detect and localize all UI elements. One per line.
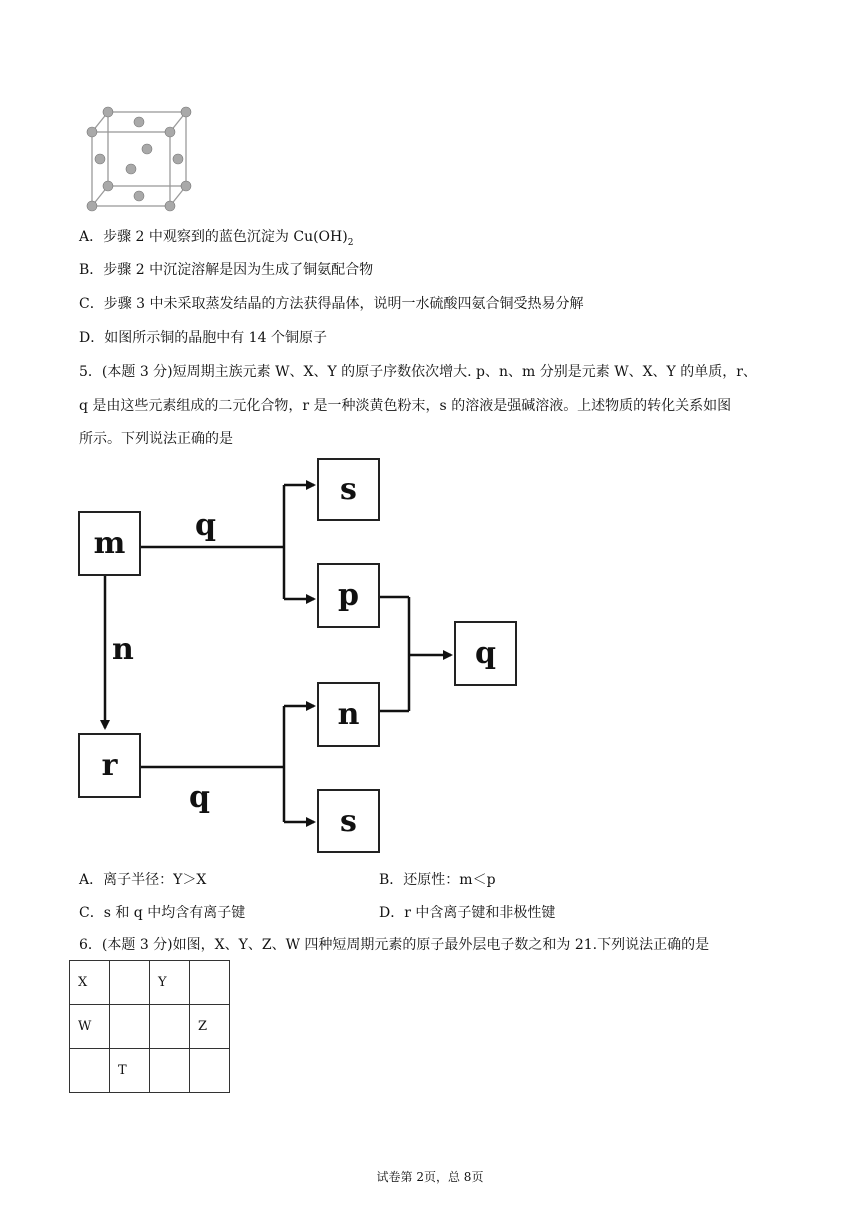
q5-option-a: A．离子半径：Y＞X — [79, 872, 207, 888]
question-5-stem-line-3: 所示。下列说法正确的是 — [79, 431, 233, 447]
table-cell — [150, 1049, 190, 1093]
table-cell — [70, 1049, 110, 1093]
option-a: A．步骤 2 中观察到的蓝色沉淀为 $Cu(OH)_2$ — [79, 229, 354, 248]
table-row — [70, 961, 230, 1005]
periodic-table-fragment — [69, 960, 230, 1093]
table-cell: W — [70, 1005, 110, 1049]
node-p: p — [317, 563, 380, 628]
table-cell: Z — [190, 1005, 230, 1049]
question-5-stem-line-1: 5．(本题 3 分)短周期主族元素 W、X、Y 的原子序数依次增大. p、n、m 分别是元素 W、X、Y 的单质，r、 — [79, 364, 757, 380]
subscript-2: 2 — [347, 237, 354, 248]
node-s-top: s — [317, 458, 380, 521]
q5-option-b: B．还原性：m＜p — [379, 872, 496, 888]
option-b: B．步骤 2 中沉淀溶解是因为生成了铜氨配合物 — [79, 262, 374, 278]
edge-label-q-top: q — [195, 508, 216, 543]
page-footer: 试卷第 2页，总 8页 — [376, 1170, 484, 1184]
option-d: D．如图所示铜的晶胞中有 14 个铜原子 — [79, 330, 327, 346]
table-cell — [110, 961, 150, 1005]
edge-label-n: n — [112, 632, 134, 667]
node-m: m — [78, 511, 141, 576]
table-cell: Y — [150, 961, 190, 1005]
option-c: C．步骤 3 中未采取蒸发结晶的方法获得晶体，说明一水硫酸四氨合铜受热易分解 — [79, 296, 584, 312]
question-5-stem-line-2: q 是由这些元素组成的二元化合物，r 是一种淡黄色粉末，s 的溶液是强碱溶液。上述物质的转化关系如图 — [79, 398, 732, 414]
table-cell — [110, 1005, 150, 1049]
q5-option-d: D．r 中含离子键和非极性键 — [379, 905, 556, 921]
table-cell — [190, 961, 230, 1005]
q5-option-c: C．s 和 q 中均含有离子键 — [79, 905, 246, 921]
table-cell — [190, 1049, 230, 1093]
table-row — [70, 1005, 230, 1049]
node-n: n — [317, 682, 380, 747]
node-q-result: q — [454, 621, 517, 686]
table-cell: T — [110, 1049, 150, 1093]
table-cell: X — [70, 961, 110, 1005]
question-6-stem: 6．(本题 3 分)如图，X、Y、Z、W 四种短周期元素的原子最外层电子数之和为 21.下列说法正确的是 — [79, 937, 710, 953]
edge-label-q-bottom: q — [189, 780, 210, 815]
table-row — [70, 1049, 230, 1093]
node-s-bottom: s — [317, 789, 380, 853]
node-r: r — [78, 733, 141, 798]
table-cell — [150, 1005, 190, 1049]
